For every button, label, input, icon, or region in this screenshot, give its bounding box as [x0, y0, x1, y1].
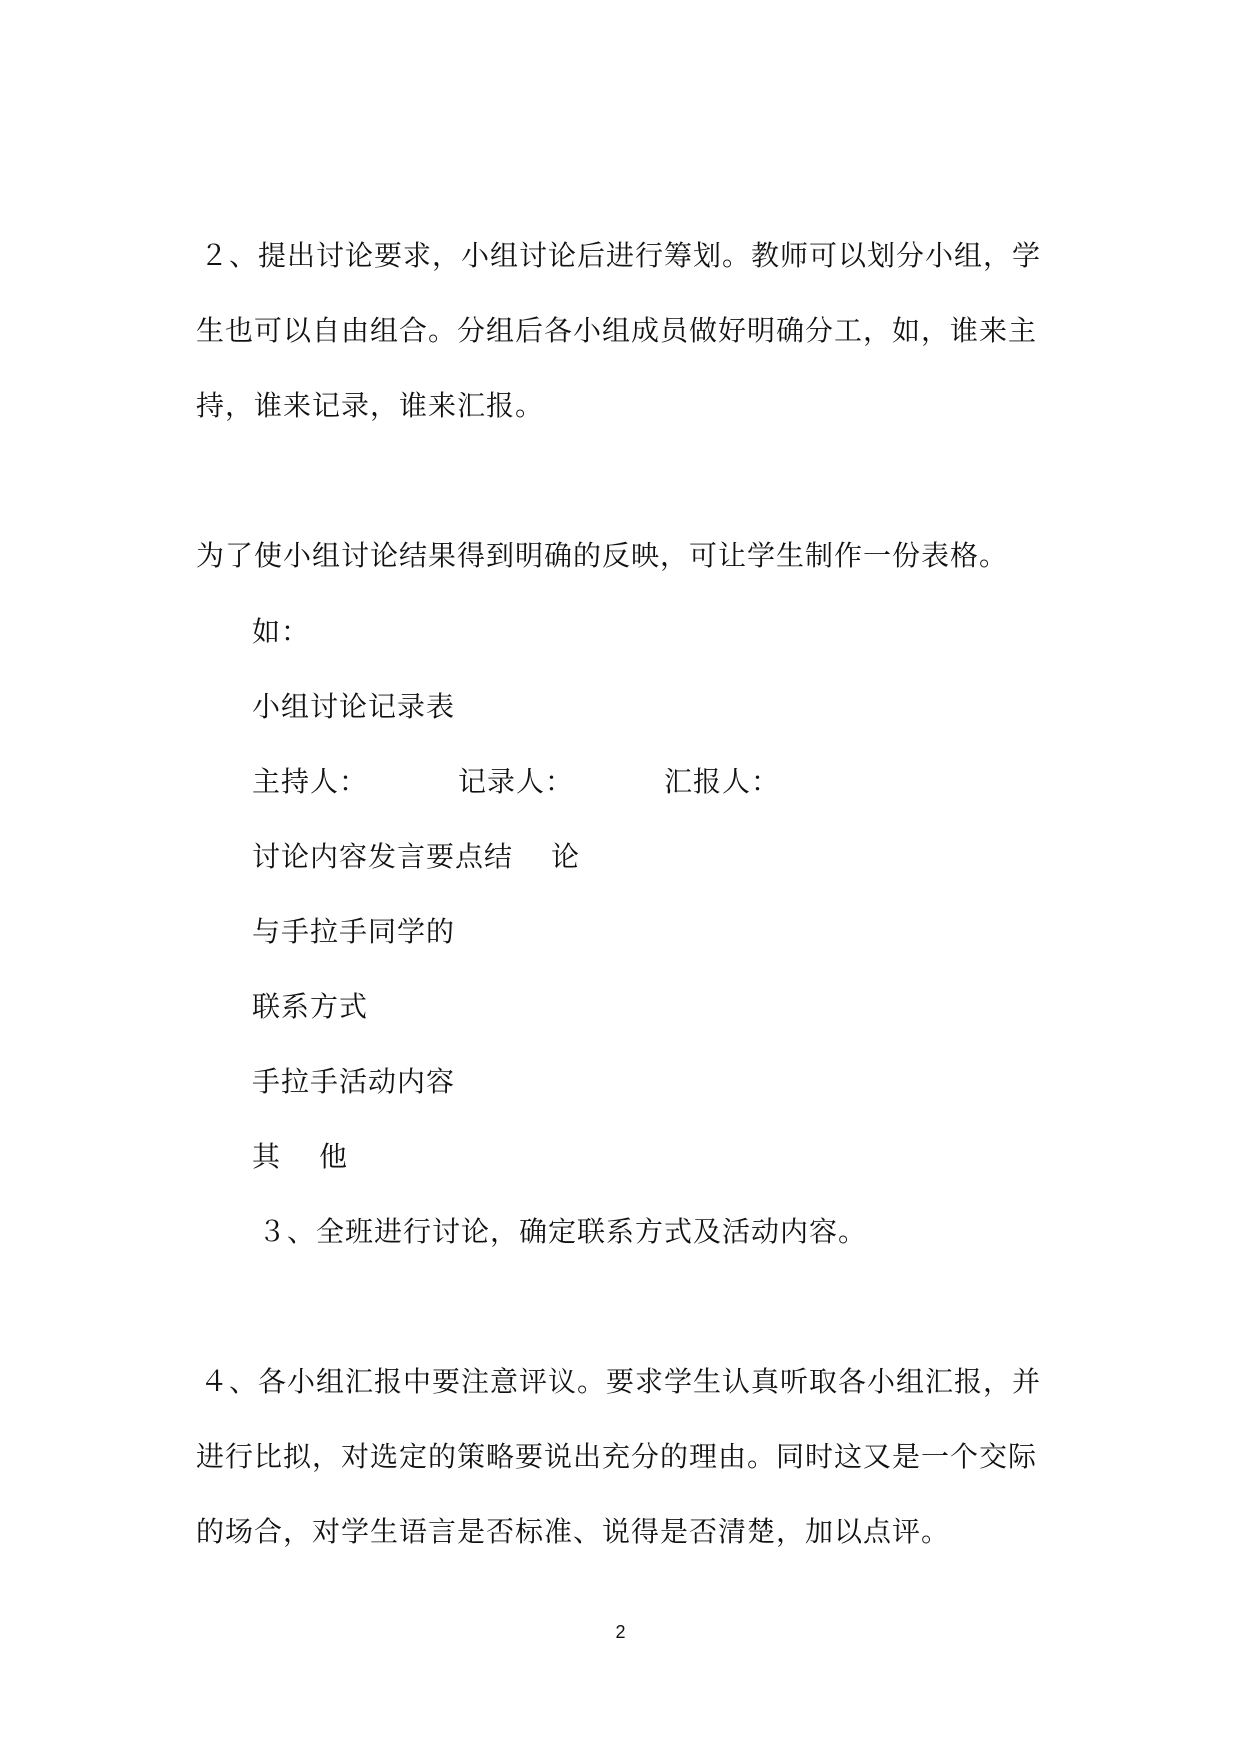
paragraph-4-line-3: 的场合，对学生语言是否标准、说得是否清楚，加以点评。: [196, 1515, 951, 1548]
table-other-a: 其: [252, 1140, 282, 1173]
table-row-activity: 手拉手活动内容: [252, 1065, 456, 1098]
table-header-row: [252, 837, 580, 877]
paragraph-2-line-1: ２、提出讨论要求，小组讨论后进行筹划。教师可以划分小组，学: [200, 239, 1042, 272]
role-host: 主持人：: [252, 765, 369, 798]
intro-line: 为了使小组讨论结果得到明确的反映，可让学生制作一份表格。: [196, 539, 1009, 572]
paragraph-4-line-2: 进行比拟，对选定的策略要说出充分的理由。同时这又是一个交际: [196, 1440, 1038, 1473]
table-roles-row: [252, 762, 780, 802]
table-row-other: [252, 1137, 348, 1177]
paragraph-4-line-1: ４、各小组汇报中要注意评议。要求学生认真听取各小组汇报，并: [200, 1365, 1042, 1398]
role-reporter: 汇报人：: [664, 765, 781, 798]
table-title: 小组讨论记录表: [252, 690, 456, 723]
example-label: 如：: [252, 615, 311, 648]
table-row-contact-a: 与手拉手同学的: [252, 915, 456, 948]
paragraph-3: ３、全班进行讨论，确定联系方式及活动内容。: [258, 1215, 868, 1248]
page-number: 2: [615, 1622, 626, 1642]
paragraph-2-line-3: 持，谁来记录，谁来汇报。: [196, 389, 545, 422]
table-header-tail: 论: [551, 840, 581, 873]
role-recorder: 记录人：: [458, 765, 575, 798]
table-header-text: 讨论内容发言要点结: [252, 840, 514, 873]
table-row-contact-b: 联系方式: [252, 990, 369, 1023]
paragraph-2-line-2: 生也可以自由组合。分组后各小组成员做好明确分工，如，谁来主: [196, 314, 1038, 347]
table-other-b: 他: [319, 1140, 349, 1173]
